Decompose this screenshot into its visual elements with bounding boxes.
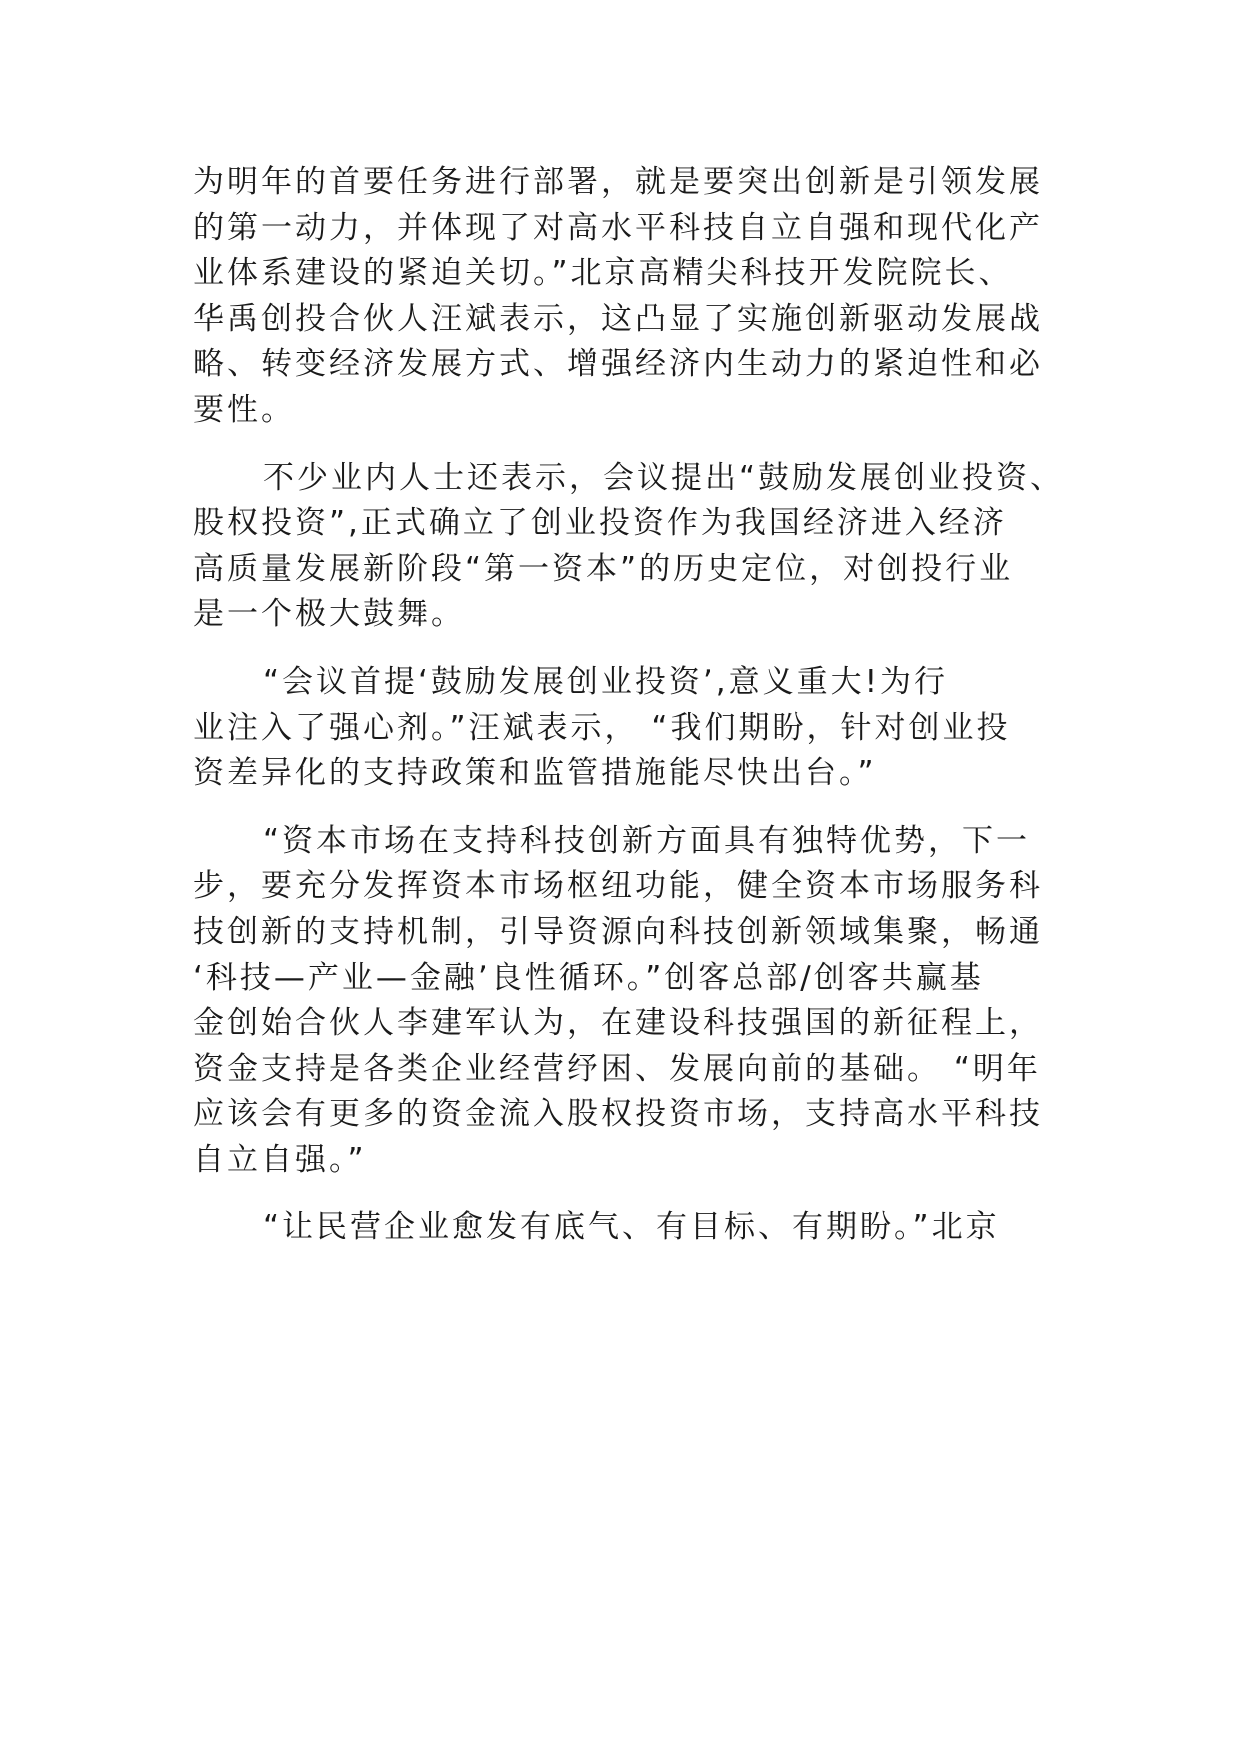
- text-line: 要性。: [193, 391, 295, 428]
- text-line: 金创始合伙人李建军认为，在建设科技强国的新征程上，: [193, 1005, 1043, 1042]
- paragraph-1: [193, 160, 1093, 434]
- article-body: [193, 160, 1093, 1273]
- text-line: 股权投资”,正式确立了创业投资作为我国经济进入经济: [193, 505, 1007, 542]
- text-line: 自立自强。”: [193, 1141, 367, 1178]
- text-line: “让民营企业愈发有底气、有目标、有期盼。”北京: [263, 1209, 1000, 1246]
- text-line: 资金支持是各类企业经营纾困、发展向前的基础。 “明年: [193, 1050, 1041, 1087]
- text-line: 的第一动力，并体现了对高水平科技自立自强和现代化产: [193, 209, 1043, 246]
- text-line: 不少业内人士还表示，会议提出“鼓励发展创业投资、: [263, 459, 1065, 496]
- text-line: 略、转变经济发展方式、增强经济内生动力的紧迫性和必: [193, 346, 1043, 383]
- text-line: 高质量发展新阶段“第一资本”的历史定位，对创投行业: [193, 550, 1014, 587]
- text-line: 步，要充分发挥资本市场枢纽功能，健全资本市场服务科: [193, 868, 1043, 905]
- text-line: 资差异化的支持政策和监管措施能尽快出台。”: [193, 755, 877, 792]
- paragraph-5: [193, 1205, 1093, 1251]
- paragraph-3: [193, 660, 1093, 797]
- text-line: 应该会有更多的资金流入股权投资市场，支持高水平科技: [193, 1096, 1043, 1133]
- text-line: “会议首提‘鼓励发展创业投资’,意义重大!为行: [263, 663, 949, 700]
- paragraph-2: [193, 456, 1093, 638]
- text-line: “资本市场在支持科技创新方面具有独特优势，下一: [263, 822, 1031, 859]
- text-line: 是一个极大鼓舞。: [193, 596, 465, 633]
- text-line: ‘科技—产业—金融’良性循环。”创客总部/创客共赢基: [193, 959, 984, 996]
- paragraph-4: [193, 819, 1093, 1184]
- text-line: 为明年的首要任务进行部署，就是要突出创新是引领发展: [193, 164, 1043, 200]
- text-line: 业注入了强心剂。”汪斌表示， “我们期盼，针对创业投: [193, 709, 1011, 746]
- text-line: 技创新的支持机制，引导资源向科技创新领域集聚，畅通: [193, 913, 1043, 950]
- text-line: 业体系建设的紧迫关切。”北京高精尖科技开发院院长、: [193, 255, 1013, 292]
- text-line: 华禹创投合伙人汪斌表示，这凸显了实施创新驱动发展战: [193, 300, 1043, 337]
